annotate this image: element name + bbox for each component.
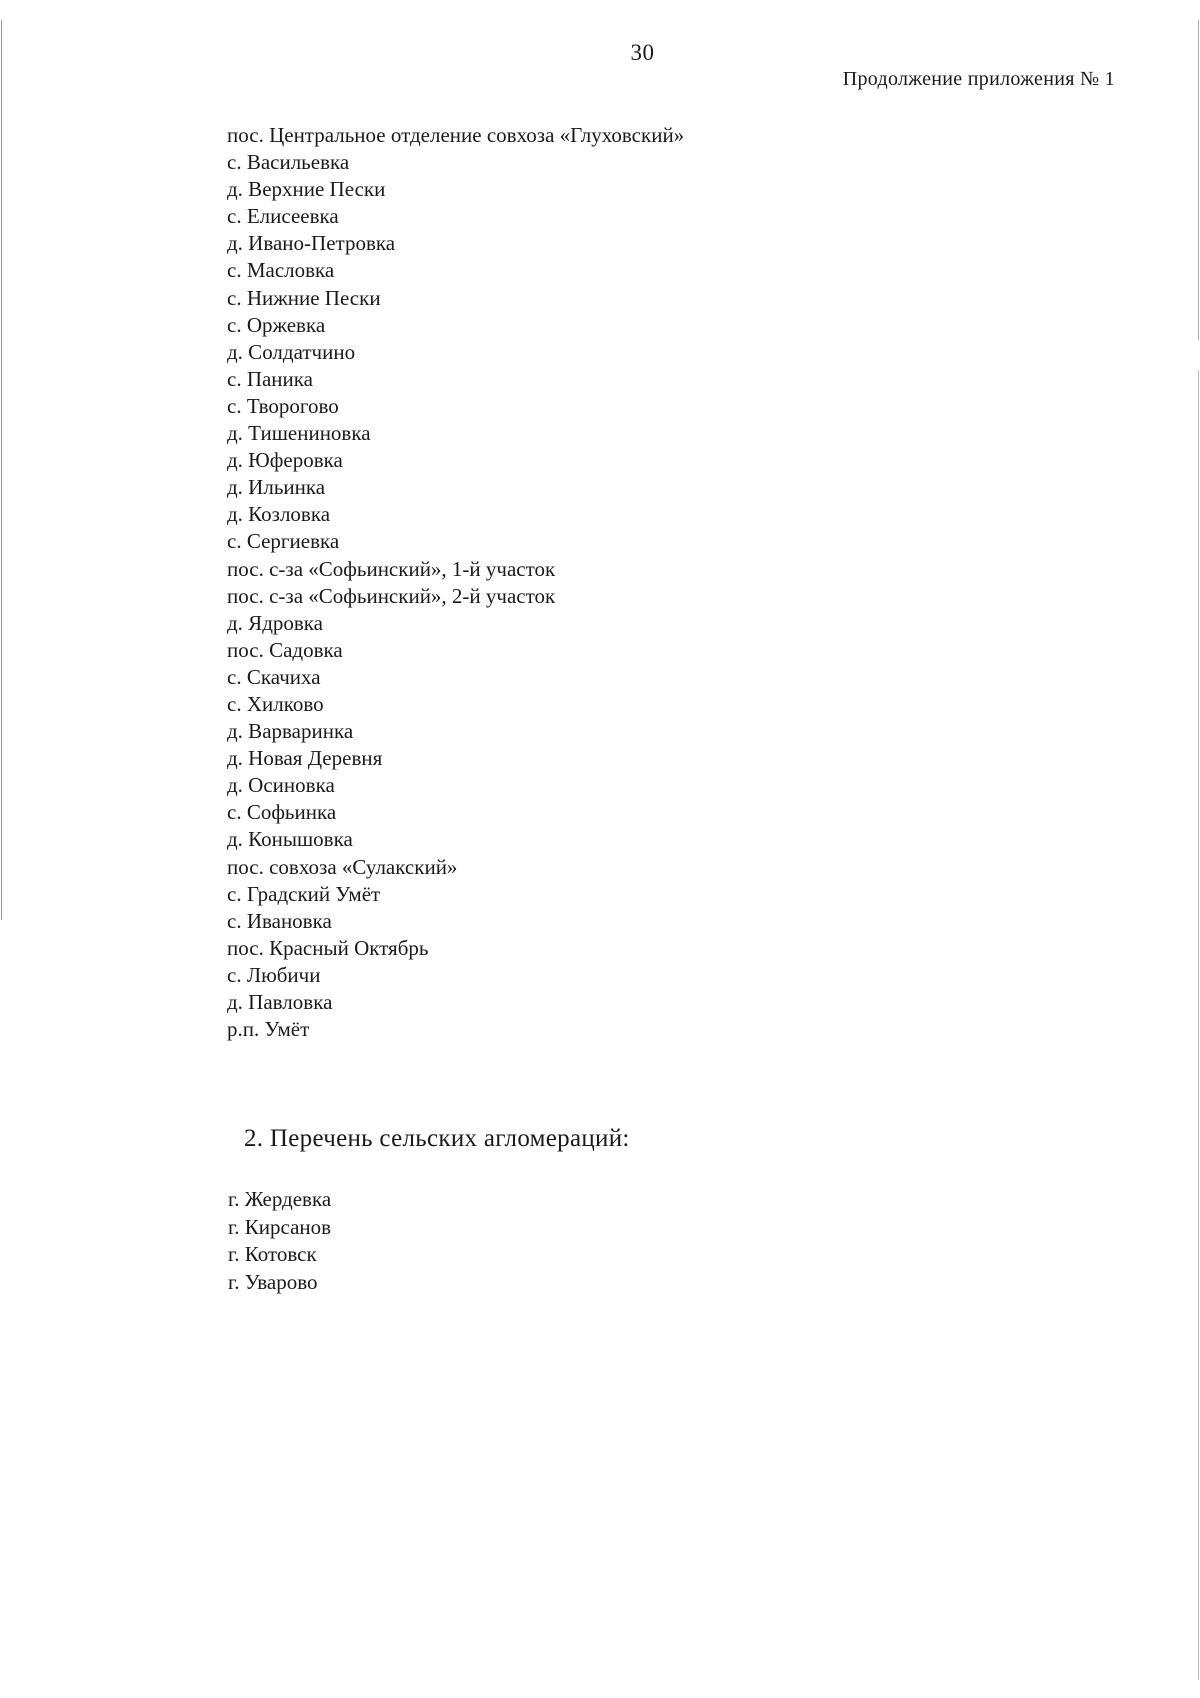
- list-item: г. Уварово: [228, 1269, 318, 1294]
- page-number: 30: [630, 40, 655, 65]
- scan-edge-left: [1, 20, 2, 920]
- list-item: с. Васильевка: [227, 150, 350, 175]
- list-item: г. Кирсанов: [228, 1214, 332, 1239]
- list-item: д. Осиновка: [227, 773, 335, 798]
- list-item: с. Хилково: [227, 691, 324, 716]
- list-item: с. Творогово: [227, 393, 339, 418]
- list-item: пос. с-за «Софьинский», 1-й участок: [227, 556, 556, 581]
- list-item: д. Новая Деревня: [227, 746, 383, 771]
- list-item: р.п. Умёт: [227, 1017, 310, 1042]
- list-item: с. Любичи: [227, 962, 321, 987]
- list-item: д. Ивано-Петровка: [227, 231, 396, 256]
- scan-edge-right-top: [1198, 20, 1199, 340]
- list-item: д. Конышовка: [227, 827, 353, 852]
- list-item: д. Варваринка: [227, 719, 354, 744]
- list-item: с. Ивановка: [227, 908, 332, 933]
- list-item: д. Ильинка: [227, 475, 326, 500]
- list-item: д. Верхние Пески: [227, 177, 386, 202]
- list-item: пос. Центральное отделение совхоза «Глуховский»: [227, 123, 685, 147]
- list-item: с. Оржевка: [227, 312, 326, 337]
- list-item: пос. с-за «Софьинский», 2-й участок: [227, 583, 556, 608]
- settlement-list: [227, 122, 684, 1043]
- list-item: пос. совхоза «Сулакский»: [227, 854, 458, 879]
- list-item: пос. Красный Октябрь: [227, 935, 429, 960]
- list-item: пос. Садовка: [227, 637, 343, 662]
- list-item: с. Паника: [227, 366, 313, 391]
- list-item: д. Тишениновка: [227, 421, 371, 446]
- continuation-note: Продолжение приложения № 1: [842, 68, 1115, 90]
- list-item: с. Софьинка: [227, 800, 337, 825]
- list-item: с. Скачиха: [227, 664, 321, 689]
- list-item: г. Котовск: [228, 1242, 317, 1266]
- list-item: с. Градский Умёт: [227, 881, 381, 906]
- list-item: с. Масловка: [227, 258, 335, 283]
- list-item: д. Ядровка: [227, 610, 323, 635]
- list-item: д. Солдатчино: [227, 339, 356, 364]
- list-item: д. Козловка: [227, 502, 331, 527]
- list-item: с. Нижние Пески: [227, 285, 381, 310]
- list-item: д. Павловка: [227, 990, 333, 1014]
- agglomeration-list: [228, 1186, 331, 1296]
- list-item: с. Елисеевка: [227, 204, 339, 229]
- list-item: д. Юферовка: [227, 448, 343, 473]
- scan-edge-right-bottom: [1198, 370, 1199, 1680]
- list-item: г. Жердевка: [228, 1187, 332, 1211]
- section-heading-agglomerations: 2. Перечень сельских агломераций:: [244, 1125, 630, 1152]
- list-item: с. Сергиевка: [227, 529, 340, 554]
